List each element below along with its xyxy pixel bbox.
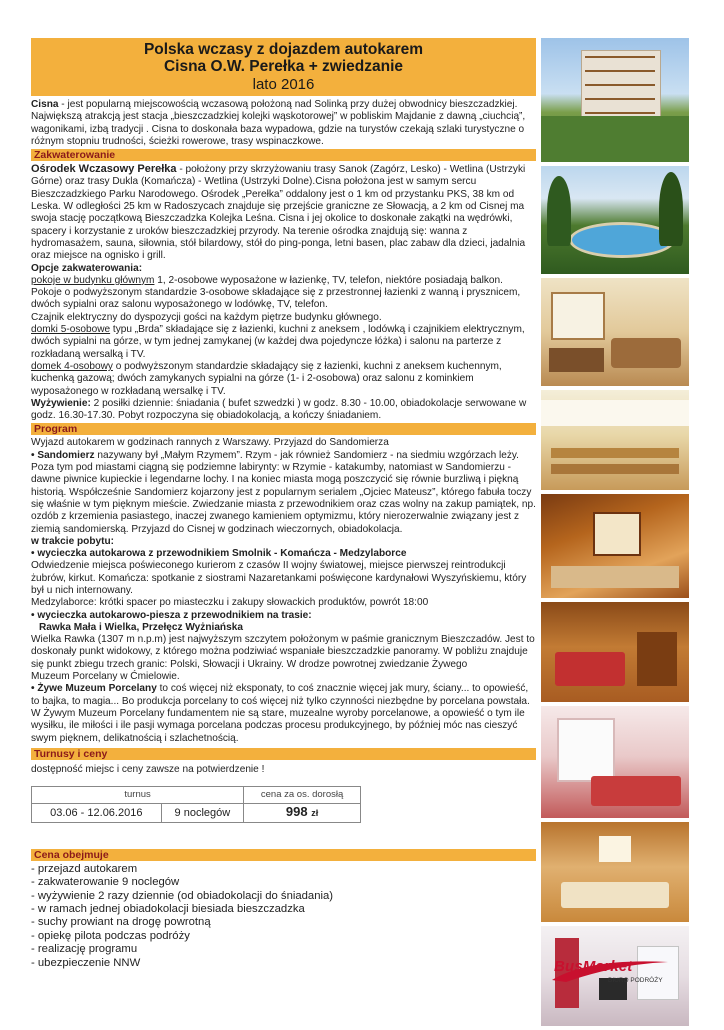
trip1-text: Odwiedzenie miejsca poświeconego kurierom z czasów II wojny światowej, miejsce pierwszej reintrodukcji żubrów, kirkut. Komańcza: spotkanie z siostrami Nazaretankami poświęcone kardynałowi Wyszyńskiemu, który był u nich internowany. <box>31 560 527 596</box>
main-column <box>31 99 536 970</box>
photo-column <box>541 38 689 1030</box>
option3-text: o podwyższonym standardzie składający się z łazienki, kuchni z aneksem kuchennym, kuchenką gazową; dwóch zamykanych sypialni na górze (1- i 2-osobowa) oraz salonu z kominkiem wyposażonego w rozkładaną wersalkę i TV. <box>31 360 502 397</box>
program-departure: Wyjazd autokarem w godzinach rannych z Warszawy. Przyjazd do Sandomierza <box>31 437 389 449</box>
sandomierz-label: • Sandomierz <box>31 449 95 461</box>
section-program: Program <box>31 423 536 435</box>
list-item: - realizację programu <box>31 943 138 956</box>
title-line2: Cisna O.W. Perełka + zwiedzanie <box>163 58 404 75</box>
turn-dates: 03.06 - 12.06.2016 <box>32 804 162 822</box>
museum-label: • Żywe Muzeum Porcelany <box>31 683 157 695</box>
photo-pool <box>541 166 689 274</box>
option3-label: domek 4-osobowy <box>31 360 113 372</box>
option-cottage-5 <box>31 324 536 361</box>
logo-name: BusMarket <box>554 958 633 975</box>
col-turn: turnus <box>32 787 244 804</box>
list-item: - suchy prowiant na drogę powrotną <box>31 916 211 929</box>
photo-living-room <box>541 278 689 386</box>
resort-name: Ośrodek Wczasowy Perełka <box>31 163 177 176</box>
trip1-title: • wycieczka autokarowa z przewodnikiem Smolnik - Komańcza - Medzylaborce <box>31 548 407 560</box>
intro-lead: Cisna <box>31 99 59 110</box>
col-price: cena za os. dorosłą <box>244 787 361 804</box>
program-sandomierz <box>31 450 536 536</box>
price-value: 998 <box>285 804 308 820</box>
includes-list <box>31 863 536 970</box>
price-currency: zł <box>311 808 319 819</box>
section-includes: Cena obejmuje <box>31 849 536 861</box>
option1-text: 1, 2-osobowe wyposażone w łazienkę, TV, telefon, niektóre posiadają balkon. Pokoje o podwyższonym standardzie 3-osobowe składające się z przestronnej łazienki z wanną i prysznicem, dwóch sypialni oraz salonu wyposażonego w lodówkę, TV, telefon. <box>31 274 521 311</box>
title-box <box>31 38 536 96</box>
photo-bedroom <box>541 706 689 818</box>
options-title: Opcje zakwaterowania: <box>31 262 143 274</box>
meals-text: 2 posiłki dziennie: śniadania ( bufet szwedzki ) w godz. 8.30 - 10.00, obiadokolacje serwowane w godz. 16.30-17.30. Pobyt rozpoczyna się obiadokolacją, a kończy śniadaniem. <box>31 397 527 422</box>
option1-label: pokoje w budynku głównym <box>31 274 155 286</box>
photo-attic-bedroom <box>541 822 689 922</box>
photo-attic-room <box>541 494 689 598</box>
title-line3: lato 2016 <box>252 76 315 93</box>
section-accommodation: Zakwaterowanie <box>31 149 536 161</box>
option2-label: domki 5-osobowe <box>31 324 111 336</box>
option-cottage-4 <box>31 361 536 398</box>
terms-note: dostępność miejsc i ceny zawsze na potwierdzenie ! <box>31 763 265 775</box>
busmarket-logo <box>548 952 688 992</box>
trip2-title: • wycieczka autokarowo-piesza z przewodnikiem na trasie: <box>31 609 312 621</box>
trip1-text2: Medzylaborce: krótki spacer po miasteczku i zakupy słowackich produktów, powrót 18:00 <box>31 597 429 609</box>
list-item: - ubezpieczenie NNW <box>31 956 141 969</box>
turn-nights: 9 noclegów <box>161 804 244 822</box>
photo-wooden-room <box>541 602 689 702</box>
option-main-building <box>31 275 536 312</box>
meals <box>31 398 536 423</box>
accommodation-paragraph <box>31 163 536 262</box>
resort-desc: - położony przy skrzyżowaniu trasy Sanok (Zagórz, Lesko) - Wetlina (Ustrzyki Górne) oraz trasy Dukla (Komańcza) - Wetlina (Ustrzyki Dolne).Cisna położona jest w samym sercu Bieszczadzkiego Parku Narodowego. Ośrodek „Perełka” oddalony jest o 1 km od przystanku PKS, 38 km od Leska. W odległości 25 km w Radoszycach znajduje się przejście graniczne ze Słowacją, a 2 km od Cisnej ma swoja stację początkową Bieszczadzka Kolejka Leśna. Cisna i jej okolice to doskonałe zakątki na wędrówki, spacery i korzystanie z uroków bieszczadzkiej przyrody. Na terenie ośrodka znajdują się: wanna z hydromasażem, sauna, siłownia, stół bilardowy, stół do ping-ponga, letni basen, plac zabaw dla dzieci, jadalnia oraz miejsce na ognisko i grill. <box>31 164 526 262</box>
trip2-text: Wielka Rawka (1307 m n.p.m) jest najwyższym szczytem położonym w paśmie granicznym Bieszczadów. Jest to doskonały punkt widokowy, z którego można podziwiać wspaniałe bieszczadzkie panoramy. W pobliżu znajduje się punkt zbiegu trzech granic: Polski, Słowacji i Ukrainy. W drodze powrotnej zwiedzanie Żywego <box>31 634 535 670</box>
price-table <box>31 786 361 823</box>
option2-text: typu „Brda” składające się z łazienki, kuchni z aneksem , lodówką i czajnikiem elektrycznym, dwóch sypialni na górze, w tym jednej zamykanej (w każdej dwa pojedyncze łóżka) i salonu na parterze z rozkładaną wersalką i TV. <box>31 324 525 360</box>
list-item: - opiekę pilota podczas podróży <box>31 929 190 942</box>
logo-sub: BIURO PODRÓŻY <box>608 977 663 984</box>
turn-price <box>244 804 361 822</box>
title-line1: Polska wczasy z dojazdem autokarem <box>143 41 424 58</box>
sandomierz-text: nazywany był „Małym Rzymem”. Rzym - jak również Sandomierz - na siedmiu wzgórzach leży. Poza tym pod miastami ciągną się podziemne labirynty: w Rzymie - katakumby, natomiast w Sandomierzu - dawne piwnice kupieckie i legendarne lochy. I na koniec miasta mogą poszczycić się równie burzliwą i piękną historią. Współcześnie Sandomierz kojarzony jest z popularnym serialem „Ojciec Mateusz”, którego fabuła toczy się właśnie w tym pięknym mieście. Zwiedzanie miasta z przewodnikiem oraz czas wolny na zakup pamiątek, np. ozdób z krzemienia pasiastego, inaczej zwanego kamieniem optymizmu, który nierozerwalnie związany jest z ziemią sandomierską. Przyjazd do Cisnej w godzinach wieczornych, obiadokolacja. <box>31 449 536 535</box>
program-museum <box>31 683 536 744</box>
list-item: - zakwaterowanie 9 noclegów <box>31 876 180 889</box>
list-item: - wyżywienie 2 razy dziennie (od obiadokolacji do śniadania) <box>31 889 334 902</box>
intro-text: - jest popularną miejscowością wczasową położoną nad Solinką przy dużej obwodnicy bieszczadzkiej. Największą atrakcją jest stacja „bieszczadzkiej kolejki wąskotorowej” w pobliskim Majdanie z dawną „ciuchcią”, wagonikami, izbą tradycji . Cisna to doskonała baza wypadowa, gdzie na turystów czekają szlaki turystyczne o różnym stopniu trudności, ścieżki rowerowe, trasy wspinaczkowe. <box>31 99 526 147</box>
trip2-route: Rawka Mała i Wielka, Przełęcz Wyżniańska <box>39 621 243 633</box>
meals-label: Wyżywienie: <box>31 397 91 409</box>
intro-paragraph <box>31 99 536 148</box>
list-item: - w ramach jednej obiadokolacji biesiada bieszczadzka <box>31 902 305 915</box>
museum-text: to coś więcej niż eksponaty, to coś znacznie więcej jak mury, ściany... to opowieść, to bajka, to magia... Bo produkcja porcelany to coś więcej niż tylko czynności niezbędne by porcelana powstała. W Żywym Muzeum Porcelany fundamentem nie są stare, muzealne wyroby porcelanowe, a opowieść o tym ile wysiłku, ile miłości i ile pasji wymaga porcelana podczas procesu produkcyjnego, by później móc nas cieszyć swym pięknem, delikatnością i szlachetnością. <box>31 683 530 744</box>
kettle-note: Czajnik elektryczny do dyspozycji gości na każdym piętrze budynku głównego. <box>31 311 382 323</box>
list-item: - przejazd autokarem <box>31 862 138 875</box>
photo-building <box>541 38 689 162</box>
during-stay: w trakcie pobytu: <box>31 535 115 547</box>
trip2-text2: Muzeum Porcelany w Ćmielowie. <box>31 671 180 683</box>
section-terms: Turnusy i ceny <box>31 748 536 760</box>
photo-dining-room <box>541 390 689 490</box>
